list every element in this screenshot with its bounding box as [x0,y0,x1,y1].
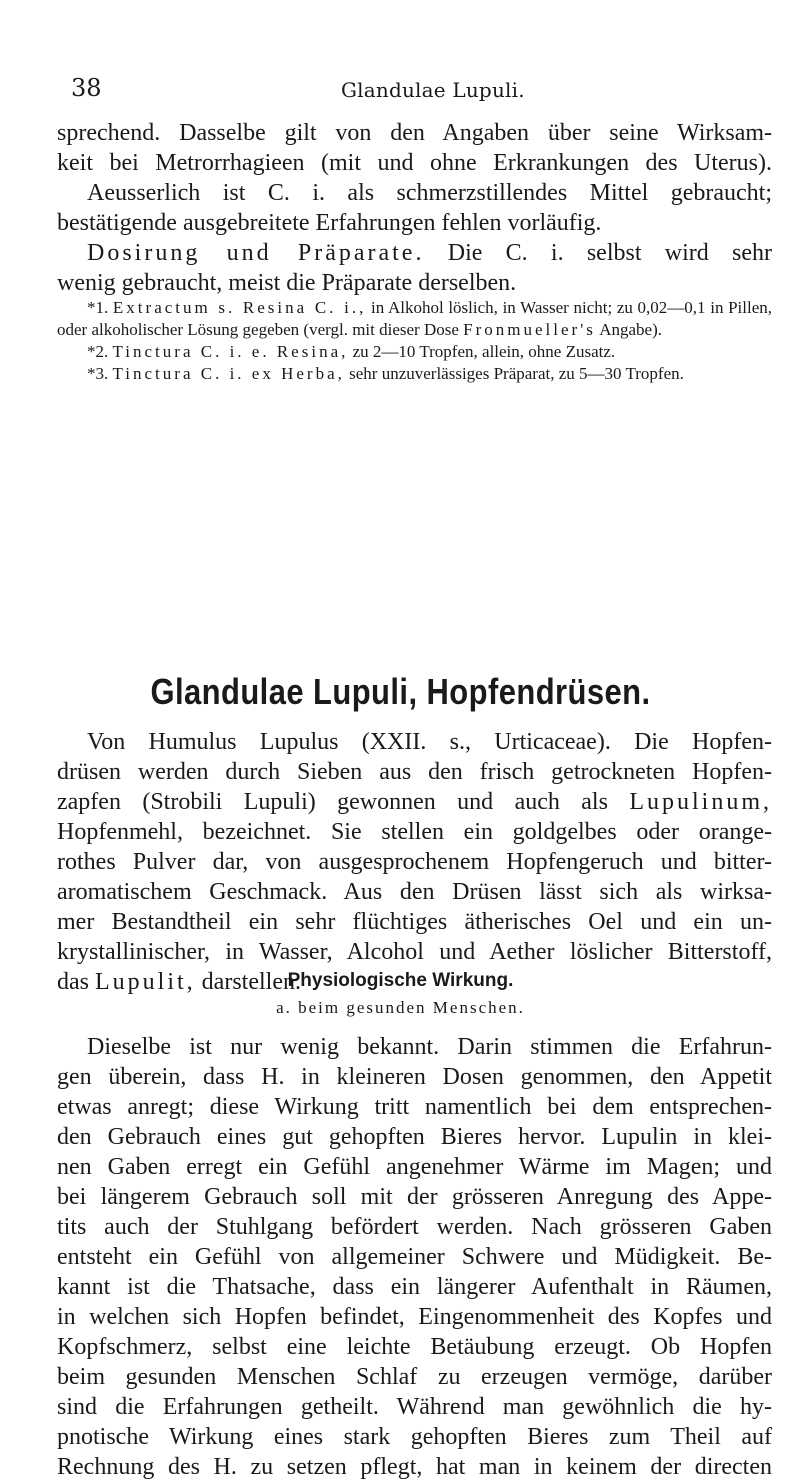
preparation-text: in Alkohol löslich, in Wasser nicht; zu 0,02—0,1 in Pillen, oder alkoholischer Lösung gegeben (vergl. mit dieser Dose [57,298,773,339]
preparation-marker: *1. [87,298,109,317]
text-line: pnotische Wirkung eines stark gehopften Bieres zum Theil auf [57,1424,772,1450]
preparation-text: zu 2—10 Tropfen, allein, ohne Zusatz. [352,342,616,361]
effect-paragraph [57,1032,772,1482]
text-line: sprechend. Dasselbe gilt von den Angaben über seine Wirksam- [57,120,772,146]
text-line: tits auch der Stuhlgang befördert werden. Nach grösseren Gaben [57,1214,772,1240]
text-fragment: darstellen. [201,969,301,995]
text-line: wenig gebraucht, meist die Präparate derselben. [57,270,517,296]
text-line: beim gesunden Menschen Schlaf zu erzeugen vermöge, darüber [57,1364,772,1390]
text-line: entsteht ein Gefühl von allgemeiner Schwere und Müdigkeit. Be- [57,1244,772,1270]
preparation-tail: Angabe). [599,320,662,339]
preparation-item [57,341,772,363]
text-line: keit bei Metrorrhagieen (mit und ohne Erkrankungen des Uterus). [57,150,772,176]
text-line: in welchen sich Hopfen befindet, Eingenommenheit des Kopfes und [57,1304,772,1330]
subheading-healthy-humans: a. beim gesunden Menschen. [276,998,525,1017]
text-line: kannt ist die Thatsache, dass ein längerer Aufenthalt in Räumen, [57,1274,772,1300]
section-heading: Glandulae Lupuli, Hopfendrüsen. [150,671,651,712]
text-fragment: zapfen (Strobili Lupuli) gewonnen und auch als [57,789,608,815]
text-line: gen überein, dass H. in kleineren Dosen genommen, den Appetit [57,1064,772,1090]
running-title: Glandulae Lupuli. [341,78,525,102]
text-line: sind die Erfahrungen getheilt. Während man gewöhnlich die hy- [57,1394,772,1420]
text-fragment: das [57,969,89,995]
text-line: Kopfschmerz, selbst eine leichte Betäubung erzeugt. Ob Hopfen [57,1334,772,1360]
text-line: nen Gaben erregt ein Gefühl angenehmer Wärme im Magen; und [57,1154,772,1180]
dosing-term: Dosirung und Präparate. [87,240,425,266]
text-line: bestätigende ausgebreitete Erfahrungen fehlen vorläufig. [57,210,602,236]
text-line: drüsen werden durch Sieben aus den frisch getrockneten Hopfen- [57,759,772,785]
text-line: Dieselbe ist nur wenig bekannt. Darin stimmen die Erfahrun- [87,1034,772,1060]
text-line: rothes Pulver dar, von ausgesprochenem Hopfengeruch und bitter- [57,849,772,875]
text-line: krystallinischer, in Wasser, Alcohol und Aether löslicher Bitterstoff, [57,939,772,965]
preparation-marker: *2. [87,342,109,361]
preparation-item [57,297,772,341]
preparation-text: sehr unzuverlässiges Präparat, zu 5—30 Tropfen. [349,364,684,383]
preparation-author: Fronmueller's [463,320,596,339]
text-line: Rechnung des H. zu setzen pflegt, hat man in keinem der directen [57,1454,772,1480]
text-line: etwas anregt; diese Wirkung tritt namentlich bei dem entsprechen- [57,1094,772,1120]
text-line: bei längerem Gebrauch soll mit der grösseren Anregung des Appe- [57,1184,772,1210]
text-line: Aeusserlich ist C. i. als schmerzstillendes Mittel gebraucht; [87,180,772,206]
preparation-name: Tinctura C. i. ex Herba, [112,364,345,383]
preparation-name: Tinctura C. i. e. Resina, [112,342,349,361]
text-line: mer Bestandtheil ein sehr flüchtiges ätherisches Oel und ein un- [57,909,772,935]
text-line: aromatischem Geschmack. Aus den Drüsen lässt sich als wirksa- [57,879,772,905]
page-number: 38 [71,74,102,102]
dosing-line [57,238,772,268]
text-line: den Gebrauch eines gut gehopften Bieres hervor. Lupulin in klei- [57,1124,772,1150]
text-line [57,787,772,817]
text-line: Hopfenmehl, bezeichnet. Sie stellen ein goldgelbes oder orange- [57,819,772,845]
preparation-marker: *3. [87,364,109,383]
term-lupulit: Lupulit, [95,969,196,995]
top-paragraph [57,118,772,298]
preparation-name: Extractum s. Resina C. i., [112,298,367,317]
dosing-text: Die C. i. selbst wird sehr [447,240,772,266]
term-lupulinum: Lupulinum, [629,789,773,815]
text-line: Von Humulus Lupulus (XXII. s., Urticaceae). Die Hopfen- [87,729,772,755]
preparations-list [57,297,772,385]
intro-paragraph [57,727,772,997]
preparation-item [57,363,772,385]
page-header [71,74,771,114]
subheading-physiological-effect: Physiologische Wirkung. [287,970,514,991]
